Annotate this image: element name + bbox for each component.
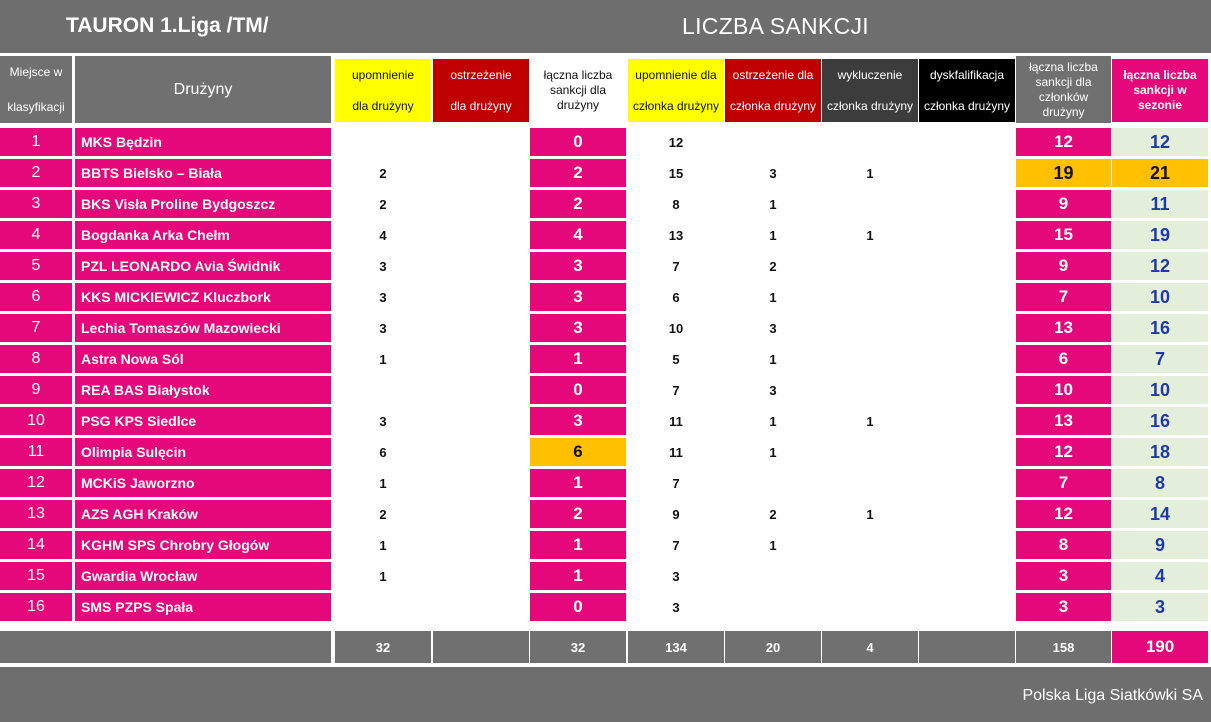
header-rank (0, 56, 72, 123)
caution-member-cell: 1 (725, 190, 821, 218)
expulsion-cell: 1 (822, 221, 918, 249)
warning-team-cell (335, 376, 431, 404)
season-total-cell: 11 (1112, 190, 1208, 218)
total-warning-member: 134 (628, 631, 724, 663)
members-total-cell: 15 (1016, 221, 1111, 249)
expulsion-cell (822, 345, 918, 373)
warning-member-cell: 11 (628, 438, 724, 466)
team-total-cell: 6 (530, 438, 626, 466)
warning-member-cell: 3 (628, 562, 724, 590)
caution-team-cell (433, 531, 529, 559)
header-warning-team-line2: dla drużyny (352, 99, 414, 113)
team-total-cell: 2 (530, 190, 626, 218)
season-total-cell: 18 (1112, 438, 1208, 466)
rank-cell: 16 (0, 593, 72, 621)
warning-team-cell: 3 (335, 283, 431, 311)
warning-team-cell: 2 (335, 500, 431, 528)
season-total-cell: 9 (1112, 531, 1208, 559)
caution-member-cell (725, 593, 821, 621)
members-total-cell: 9 (1016, 252, 1111, 280)
warning-member-cell: 7 (628, 531, 724, 559)
header-caution-team-line2: dla drużyny (450, 99, 512, 113)
season-total-cell: 10 (1112, 283, 1208, 311)
warning-member-cell: 12 (628, 128, 724, 156)
season-total-cell: 12 (1112, 128, 1208, 156)
caution-member-cell: 1 (725, 283, 821, 311)
rank-cell: 2 (0, 159, 72, 187)
team-total-cell: 1 (530, 345, 626, 373)
team-total-cell: 1 (530, 562, 626, 590)
season-total-cell: 16 (1112, 407, 1208, 435)
caution-team-cell (433, 128, 529, 156)
team-name-cell: MCKiS Jaworzno (75, 469, 331, 497)
header-disqualification (919, 59, 1015, 122)
team-name-cell: PSG KPS Siedlce (75, 407, 331, 435)
warning-team-cell: 2 (335, 159, 431, 187)
caution-member-cell (725, 562, 821, 590)
team-total-cell: 0 (530, 593, 626, 621)
warning-member-cell: 11 (628, 407, 724, 435)
total-season-total: 190 (1112, 631, 1208, 663)
warning-member-cell: 13 (628, 221, 724, 249)
expulsion-cell: 1 (822, 159, 918, 187)
caution-member-cell: 1 (725, 531, 821, 559)
caution-team-cell (433, 407, 529, 435)
members-total-cell: 12 (1016, 500, 1111, 528)
team-name-cell: KGHM SPS Chrobry Głogów (75, 531, 331, 559)
team-name-cell: Olimpia Sulęcin (75, 438, 331, 466)
team-name-cell: SMS PZPS Spała (75, 593, 331, 621)
caution-team-cell (433, 500, 529, 528)
total-disqualification (919, 631, 1015, 663)
season-total-cell: 14 (1112, 500, 1208, 528)
caution-member-cell: 3 (725, 314, 821, 342)
team-name-cell: Lechia Tomaszów Mazowiecki (75, 314, 331, 342)
rank-cell: 6 (0, 283, 72, 311)
team-total-cell: 4 (530, 221, 626, 249)
season-total-cell: 10 (1112, 376, 1208, 404)
warning-team-cell: 3 (335, 314, 431, 342)
rank-cell: 3 (0, 190, 72, 218)
members-total-cell: 3 (1016, 593, 1111, 621)
warning-team-cell: 1 (335, 469, 431, 497)
team-name-cell: Bogdanka Arka Chełm (75, 221, 331, 249)
season-total-cell: 4 (1112, 562, 1208, 590)
caution-member-cell (725, 469, 821, 497)
team-total-cell: 0 (530, 376, 626, 404)
footer-organization: Polska Liga Siatkówki SA (1022, 687, 1203, 704)
team-total-cell: 3 (530, 407, 626, 435)
disqualification-cell (919, 283, 1015, 311)
team-name-cell: Astra Nowa Sól (75, 345, 331, 373)
header-warning-team (335, 59, 431, 122)
warning-member-cell: 9 (628, 500, 724, 528)
expulsion-cell: 1 (822, 500, 918, 528)
rank-cell: 9 (0, 376, 72, 404)
total-members-total: 158 (1016, 631, 1111, 663)
members-total-cell: 12 (1016, 128, 1111, 156)
members-total-cell: 3 (1016, 562, 1111, 590)
total-team-total: 32 (530, 631, 626, 663)
caution-team-cell (433, 252, 529, 280)
team-name-cell: BKS Visła Proline Bydgoszcz (75, 190, 331, 218)
team-total-cell: 0 (530, 128, 626, 156)
header-caution-member-line1: ostrzeżenie dla (732, 68, 814, 82)
header-team-total: łączna liczba sankcji dla drużyny (530, 59, 626, 122)
warning-member-cell: 10 (628, 314, 724, 342)
warning-member-cell: 6 (628, 283, 724, 311)
title-bar (0, 0, 1211, 53)
warning-team-cell: 6 (335, 438, 431, 466)
team-total-cell: 2 (530, 159, 626, 187)
disqualification-cell (919, 531, 1015, 559)
total-expulsion: 4 (822, 631, 918, 663)
team-name-cell: Gwardia Wrocław (75, 562, 331, 590)
team-total-cell: 3 (530, 252, 626, 280)
caution-member-cell: 3 (725, 376, 821, 404)
team-total-cell: 3 (530, 314, 626, 342)
disqualification-cell (919, 562, 1015, 590)
team-total-cell: 1 (530, 469, 626, 497)
expulsion-cell (822, 438, 918, 466)
caution-team-cell (433, 469, 529, 497)
disqualification-cell (919, 376, 1015, 404)
season-total-cell: 3 (1112, 593, 1208, 621)
season-total-cell: 16 (1112, 314, 1208, 342)
warning-team-cell: 1 (335, 531, 431, 559)
warning-team-cell (335, 593, 431, 621)
rank-cell: 5 (0, 252, 72, 280)
caution-team-cell (433, 562, 529, 590)
rank-cell: 14 (0, 531, 72, 559)
caution-team-cell (433, 593, 529, 621)
team-name-cell: AZS AGH Kraków (75, 500, 331, 528)
warning-team-cell: 3 (335, 407, 431, 435)
caution-team-cell (433, 283, 529, 311)
team-name-cell: BBTS Bielsko – Biała (75, 159, 331, 187)
header-caution-team-line1: ostrzeżenie (450, 68, 512, 82)
header-caution-team (433, 59, 529, 122)
header-expulsion-line1: wykluczenie (837, 68, 903, 82)
header-caution-member-line2: członka drużyny (729, 99, 817, 113)
disqualification-cell (919, 345, 1015, 373)
caution-member-cell: 1 (725, 438, 821, 466)
expulsion-cell (822, 314, 918, 342)
expulsion-cell (822, 593, 918, 621)
header-rank-line1: Miejsce w (9, 65, 63, 79)
disqualification-cell (919, 407, 1015, 435)
header-disqualification-line1: dyskfalifikacja (929, 68, 1005, 82)
team-name-cell: PZL LEONARDO Avia Świdnik (75, 252, 331, 280)
caution-team-cell (433, 190, 529, 218)
warning-member-cell: 7 (628, 252, 724, 280)
warning-member-cell: 7 (628, 469, 724, 497)
disqualification-cell (919, 190, 1015, 218)
warning-member-cell: 15 (628, 159, 724, 187)
members-total-cell: 7 (1016, 283, 1111, 311)
rank-cell: 10 (0, 407, 72, 435)
total-caution-member: 20 (725, 631, 821, 663)
header-caution-member (725, 59, 821, 122)
disqualification-cell (919, 128, 1015, 156)
rank-cell: 1 (0, 128, 72, 156)
header-members-total: łączna liczba sankcji dla członków drużyny (1016, 56, 1111, 123)
expulsion-cell: 1 (822, 407, 918, 435)
members-total-cell: 12 (1016, 438, 1111, 466)
header-expulsion (822, 59, 918, 122)
team-name-cell: KKS MICKIEWICZ Kluczbork (75, 283, 331, 311)
warning-team-cell (335, 128, 431, 156)
caution-team-cell (433, 345, 529, 373)
expulsion-cell (822, 283, 918, 311)
totals-label-cell (0, 631, 331, 663)
expulsion-cell (822, 562, 918, 590)
rank-cell: 4 (0, 221, 72, 249)
members-total-cell: 13 (1016, 407, 1111, 435)
header-warning-member (628, 59, 724, 122)
caution-team-cell (433, 438, 529, 466)
header-warning-member-line1: upomnienie dla (635, 68, 717, 82)
disqualification-cell (919, 500, 1015, 528)
warning-member-cell: 3 (628, 593, 724, 621)
caution-team-cell (433, 314, 529, 342)
warning-team-cell: 1 (335, 562, 431, 590)
rank-cell: 12 (0, 469, 72, 497)
rank-cell: 13 (0, 500, 72, 528)
caution-member-cell: 2 (725, 252, 821, 280)
caution-member-cell (725, 128, 821, 156)
warning-team-cell: 3 (335, 252, 431, 280)
members-total-cell: 19 (1016, 159, 1111, 187)
disqualification-cell (919, 469, 1015, 497)
members-total-cell: 8 (1016, 531, 1111, 559)
caution-team-cell (433, 159, 529, 187)
expulsion-cell (822, 128, 918, 156)
header-expulsion-line2: członka drużyny (826, 99, 914, 113)
warning-member-cell: 7 (628, 376, 724, 404)
header-warning-member-line2: członka drużyny (632, 99, 720, 113)
rank-cell: 11 (0, 438, 72, 466)
expulsion-cell (822, 376, 918, 404)
disqualification-cell (919, 438, 1015, 466)
rank-cell: 7 (0, 314, 72, 342)
caution-team-cell (433, 221, 529, 249)
caution-member-cell: 2 (725, 500, 821, 528)
header-warning-team-line1: upomnienie (351, 68, 415, 82)
footer-bar (0, 667, 1211, 722)
caution-member-cell: 3 (725, 159, 821, 187)
disqualification-cell (919, 252, 1015, 280)
team-total-cell: 1 (530, 531, 626, 559)
league-title: TAURON 1.Liga /TM/ (66, 14, 269, 37)
warning-member-cell: 8 (628, 190, 724, 218)
total-caution-team (433, 631, 529, 663)
rank-cell: 8 (0, 345, 72, 373)
season-total-cell: 21 (1112, 159, 1208, 187)
members-total-cell: 13 (1016, 314, 1111, 342)
warning-team-cell: 1 (335, 345, 431, 373)
team-name-cell: REA BAS Białystok (75, 376, 331, 404)
header-team: Drużyny (75, 56, 331, 123)
team-total-cell: 2 (530, 500, 626, 528)
expulsion-cell (822, 252, 918, 280)
expulsion-cell (822, 469, 918, 497)
expulsion-cell (822, 531, 918, 559)
sanctions-title: LICZBA SANKCJI (682, 13, 869, 39)
caution-member-cell: 1 (725, 345, 821, 373)
caution-member-cell: 1 (725, 221, 821, 249)
season-total-cell: 7 (1112, 345, 1208, 373)
season-total-cell: 8 (1112, 469, 1208, 497)
header-rank-line2: klasyfikacji (7, 100, 65, 114)
caution-member-cell: 1 (725, 407, 821, 435)
expulsion-cell (822, 190, 918, 218)
header-season-total: łączna liczba sankcji w sezonie (1112, 59, 1208, 122)
rank-cell: 15 (0, 562, 72, 590)
total-warning-team: 32 (335, 631, 431, 663)
disqualification-cell (919, 593, 1015, 621)
header-disqualification-line2: członka drużyny (923, 99, 1011, 113)
warning-member-cell: 5 (628, 345, 724, 373)
members-total-cell: 9 (1016, 190, 1111, 218)
team-total-cell: 3 (530, 283, 626, 311)
warning-team-cell: 2 (335, 190, 431, 218)
caution-team-cell (433, 376, 529, 404)
members-total-cell: 6 (1016, 345, 1111, 373)
season-total-cell: 19 (1112, 221, 1208, 249)
disqualification-cell (919, 159, 1015, 187)
members-total-cell: 7 (1016, 469, 1111, 497)
members-total-cell: 10 (1016, 376, 1111, 404)
disqualification-cell (919, 314, 1015, 342)
season-total-cell: 12 (1112, 252, 1208, 280)
warning-team-cell: 4 (335, 221, 431, 249)
disqualification-cell (919, 221, 1015, 249)
team-name-cell: MKS Będzin (75, 128, 331, 156)
